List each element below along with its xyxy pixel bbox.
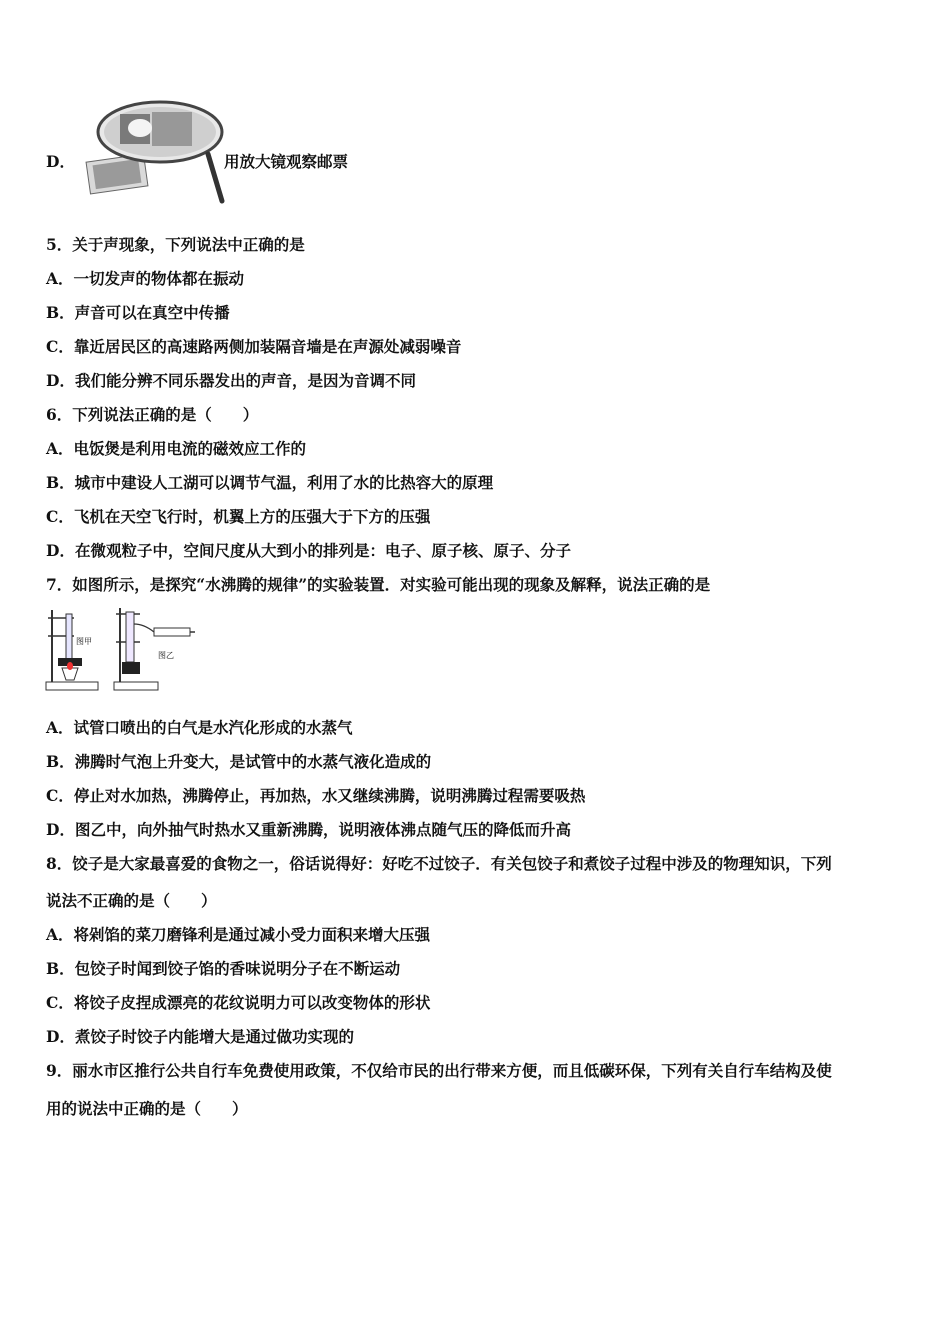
apparatus-jia xyxy=(46,610,98,690)
q7-option-d: D．图乙中，向外抽气时热水又重新沸腾，说明液体沸点随气压的降低而升高 xyxy=(46,820,571,839)
q6-option-d: D．在微观粒子中，空间尺度从大到小的排列是：电子、原子核、原子、分子 xyxy=(46,541,571,560)
q5-stem: 5．关于声现象，下列说法中正确的是 xyxy=(46,235,305,254)
q7-option-b: B．沸腾时气泡上升变大，是试管中的水蒸气液化造成的 xyxy=(46,752,432,771)
q9-stem-line1: 9．丽水市区推行公共自行车免费使用政策，不仅给市民的出行带来方便，而且低碳环保，下列有关自行车结构及使 xyxy=(46,1061,832,1080)
q8-stem-line1: 8．饺子是大家最喜爱的食物之一，俗话说得好：好吃不过饺子．有关包饺子和煮饺子过程中涉及的物理知识，下列 xyxy=(46,854,832,873)
q8-option-d: D．煮饺子时饺子内能增大是通过做功实现的 xyxy=(46,1027,354,1046)
q4-option-d-text: 用放大镜观察邮票 xyxy=(224,152,349,171)
q4-option-d-letter: D． xyxy=(46,152,75,171)
apparatus-yi xyxy=(114,608,195,690)
q5-option-b: B．声音可以在真空中传播 xyxy=(46,303,230,322)
q6-option-b: B．城市中建设人工湖可以调节气温，利用了水的比热容大的原理 xyxy=(46,473,494,492)
q8-option-b: B．包饺子时闻到饺子馅的香味说明分子在不断运动 xyxy=(46,959,401,978)
figure-label-yi: 图乙 xyxy=(158,651,174,660)
boiling-apparatus-figure xyxy=(44,606,196,694)
q8-option-a: A．将剁馅的菜刀磨锋利是通过减小受力面积来增大压强 xyxy=(46,925,431,944)
q8-stem-line2: 说法不正确的是（ ） xyxy=(46,891,217,910)
q5-option-d: D．我们能分辨不同乐器发出的声音，是因为音调不同 xyxy=(46,371,416,390)
q7-option-c: C．停止对水加热，沸腾停止，再加热，水又继续沸腾，说明沸腾过程需要吸热 xyxy=(46,786,586,805)
q9-stem-line2: 用的说法中正确的是（ ） xyxy=(46,1099,248,1118)
q7-stem: 7．如图所示，是探究“水沸腾的规律”的实验装置．对实验可能出现的现象及解释，说法正确的是 xyxy=(46,575,711,594)
magnifier-stamp-figure xyxy=(80,96,225,204)
q6-option-c: C．飞机在天空飞行时，机翼上方的压强大于下方的压强 xyxy=(46,507,431,526)
q7-option-a: A．试管口喷出的白气是水汽化形成的水蒸气 xyxy=(46,718,353,737)
q5-option-a: A．一切发声的物体都在振动 xyxy=(46,269,245,288)
figure-label-jia: 图甲 xyxy=(76,637,92,646)
q5-option-c: C．靠近居民区的高速路两侧加装隔音墙是在声源处减弱噪音 xyxy=(46,337,462,356)
q8-option-c: C．将饺子皮捏成漂亮的花纹说明力可以改变物体的形状 xyxy=(46,993,431,1012)
q6-option-a: A．电饭煲是利用电流的磁效应工作的 xyxy=(46,439,307,458)
q6-stem: 6．下列说法正确的是（ ） xyxy=(46,405,259,424)
